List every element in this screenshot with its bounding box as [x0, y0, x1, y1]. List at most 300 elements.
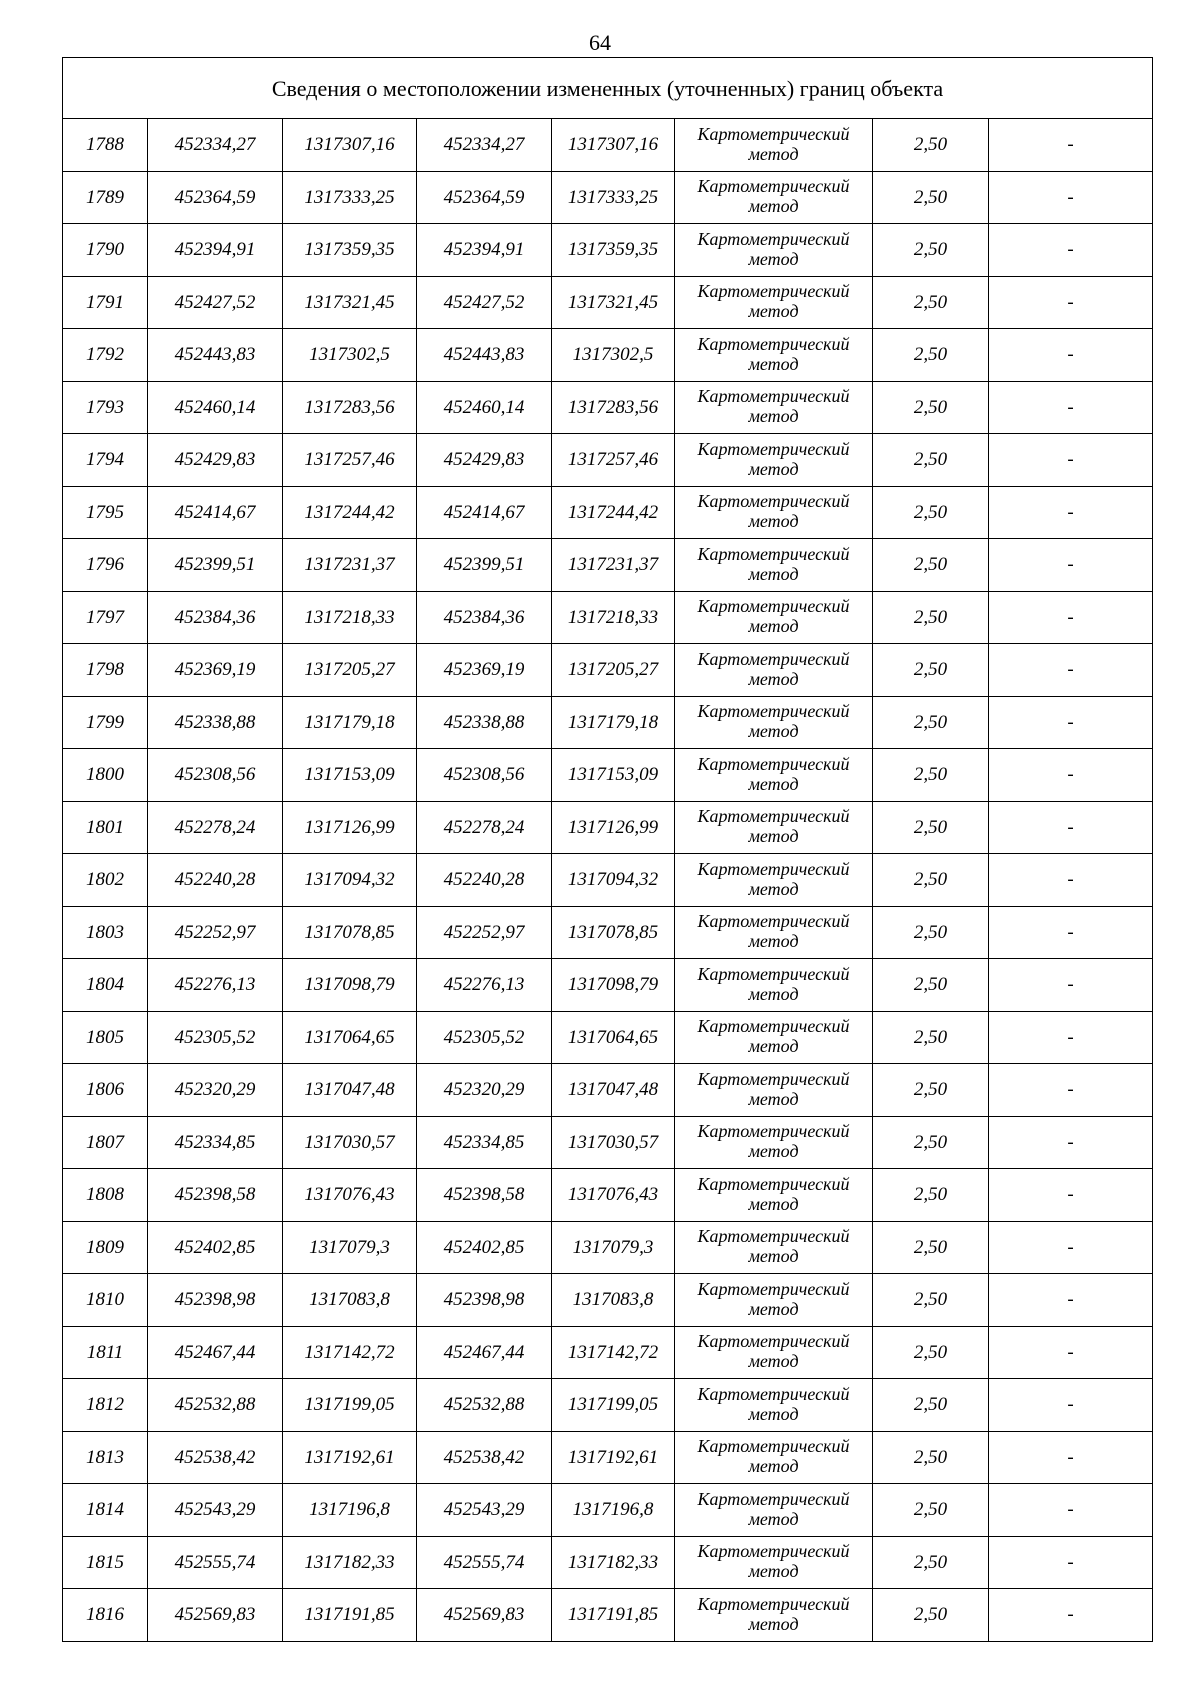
point-number: 1815: [63, 1536, 148, 1589]
accuracy-value: 2,50: [873, 959, 989, 1012]
method-line-2: метод: [748, 1561, 799, 1582]
table-row: [63, 539, 1153, 592]
table-row: [63, 1379, 1153, 1432]
refined-y-coordinate: 1317199,05: [552, 1379, 675, 1432]
refined-y-coordinate: 1317153,09: [552, 749, 675, 802]
existing-y-coordinate: 1317083,8: [283, 1274, 417, 1327]
description-value: -: [989, 434, 1153, 487]
existing-x-coordinate: 452338,88: [148, 696, 283, 749]
existing-x-coordinate: 452532,88: [148, 1379, 283, 1432]
method-line-1: Картометрический: [697, 438, 850, 459]
accuracy-value: 2,50: [873, 329, 989, 382]
refined-y-coordinate: 1317244,42: [552, 486, 675, 539]
method-line-2: метод: [748, 1036, 799, 1057]
table-row: [63, 801, 1153, 854]
determination-method: [675, 171, 873, 224]
existing-x-coordinate: 452399,51: [148, 539, 283, 592]
existing-x-coordinate: 452276,13: [148, 959, 283, 1012]
point-number: 1813: [63, 1431, 148, 1484]
existing-x-coordinate: 452555,74: [148, 1536, 283, 1589]
point-number: 1808: [63, 1169, 148, 1222]
method-line-1: Картометрический: [697, 1278, 850, 1299]
point-number: 1800: [63, 749, 148, 802]
existing-x-coordinate: 452334,27: [148, 119, 283, 172]
refined-x-coordinate: 452398,98: [417, 1274, 552, 1327]
existing-y-coordinate: 1317179,18: [283, 696, 417, 749]
determination-method: [675, 854, 873, 907]
refined-y-coordinate: 1317182,33: [552, 1536, 675, 1589]
accuracy-value: 2,50: [873, 486, 989, 539]
refined-y-coordinate: 1317302,5: [552, 329, 675, 382]
existing-y-coordinate: 1317094,32: [283, 854, 417, 907]
refined-y-coordinate: 1317192,61: [552, 1431, 675, 1484]
method-line-1: Картометрический: [697, 648, 850, 669]
determination-method: [675, 696, 873, 749]
description-value: -: [989, 381, 1153, 434]
existing-x-coordinate: 452543,29: [148, 1484, 283, 1537]
point-number: 1801: [63, 801, 148, 854]
existing-x-coordinate: 452569,83: [148, 1589, 283, 1642]
refined-y-coordinate: 1317094,32: [552, 854, 675, 907]
existing-y-coordinate: 1317192,61: [283, 1431, 417, 1484]
accuracy-value: 2,50: [873, 1379, 989, 1432]
point-number: 1816: [63, 1589, 148, 1642]
existing-x-coordinate: 452305,52: [148, 1011, 283, 1064]
refined-x-coordinate: 452443,83: [417, 329, 552, 382]
point-number: 1794: [63, 434, 148, 487]
table-row: [63, 1326, 1153, 1379]
description-value: -: [989, 276, 1153, 329]
refined-y-coordinate: 1317218,33: [552, 591, 675, 644]
description-value: -: [989, 1484, 1153, 1537]
refined-y-coordinate: 1317179,18: [552, 696, 675, 749]
point-number: 1798: [63, 644, 148, 697]
refined-x-coordinate: 452334,27: [417, 119, 552, 172]
description-value: -: [989, 1536, 1153, 1589]
accuracy-value: 2,50: [873, 1589, 989, 1642]
method-line-1: Картометрический: [697, 1226, 850, 1247]
description-value: -: [989, 749, 1153, 802]
accuracy-value: 2,50: [873, 1431, 989, 1484]
determination-method: [675, 434, 873, 487]
method-line-2: метод: [748, 143, 799, 164]
refined-x-coordinate: 452276,13: [417, 959, 552, 1012]
point-number: 1796: [63, 539, 148, 592]
refined-x-coordinate: 452394,91: [417, 224, 552, 277]
refined-x-coordinate: 452398,58: [417, 1169, 552, 1222]
table-row: [63, 1274, 1153, 1327]
determination-method: [675, 1379, 873, 1432]
method-line-1: Картометрический: [697, 963, 850, 984]
method-line-1: Картометрический: [697, 1541, 850, 1562]
method-line-2: метод: [748, 1403, 799, 1424]
method-line-2: метод: [748, 773, 799, 794]
accuracy-value: 2,50: [873, 644, 989, 697]
existing-y-coordinate: 1317321,45: [283, 276, 417, 329]
description-value: -: [989, 644, 1153, 697]
table-row: [63, 906, 1153, 959]
existing-x-coordinate: 452240,28: [148, 854, 283, 907]
point-number: 1788: [63, 119, 148, 172]
description-value: -: [989, 801, 1153, 854]
method-line-2: метод: [748, 1193, 799, 1214]
existing-x-coordinate: 452394,91: [148, 224, 283, 277]
method-line-1: Картометрический: [697, 1436, 850, 1457]
table-row: [63, 959, 1153, 1012]
accuracy-value: 2,50: [873, 1326, 989, 1379]
table-row: [63, 119, 1153, 172]
accuracy-value: 2,50: [873, 171, 989, 224]
existing-y-coordinate: 1317142,72: [283, 1326, 417, 1379]
refined-y-coordinate: 1317307,16: [552, 119, 675, 172]
refined-x-coordinate: 452308,56: [417, 749, 552, 802]
existing-y-coordinate: 1317218,33: [283, 591, 417, 644]
refined-x-coordinate: 452252,97: [417, 906, 552, 959]
refined-y-coordinate: 1317283,56: [552, 381, 675, 434]
accuracy-value: 2,50: [873, 1169, 989, 1222]
table-row: [63, 1169, 1153, 1222]
description-value: -: [989, 1221, 1153, 1274]
determination-method: [675, 486, 873, 539]
determination-method: [675, 224, 873, 277]
table-row: [63, 749, 1153, 802]
determination-method: [675, 1169, 873, 1222]
refined-x-coordinate: 452427,52: [417, 276, 552, 329]
page-number: 64: [589, 30, 611, 55]
method-line-2: метод: [748, 1351, 799, 1372]
determination-method: [675, 1536, 873, 1589]
table-row: [63, 171, 1153, 224]
point-number: 1799: [63, 696, 148, 749]
method-line-1: Картометрический: [697, 1068, 850, 1089]
accuracy-value: 2,50: [873, 276, 989, 329]
refined-x-coordinate: 452338,88: [417, 696, 552, 749]
refined-y-coordinate: 1317257,46: [552, 434, 675, 487]
determination-method: [675, 1589, 873, 1642]
description-value: -: [989, 906, 1153, 959]
accuracy-value: 2,50: [873, 696, 989, 749]
accuracy-value: 2,50: [873, 906, 989, 959]
refined-x-coordinate: 452399,51: [417, 539, 552, 592]
refined-x-coordinate: 452320,29: [417, 1064, 552, 1117]
determination-method: [675, 1011, 873, 1064]
point-number: 1814: [63, 1484, 148, 1537]
description-value: -: [989, 1011, 1153, 1064]
description-value: -: [989, 1326, 1153, 1379]
table-row: [63, 224, 1153, 277]
method-line-2: метод: [748, 1456, 799, 1477]
point-number: 1795: [63, 486, 148, 539]
existing-x-coordinate: 452398,58: [148, 1169, 283, 1222]
method-line-1: Картометрический: [697, 1383, 850, 1404]
method-line-1: Картометрический: [697, 1016, 850, 1037]
refined-y-coordinate: 1317196,8: [552, 1484, 675, 1537]
refined-y-coordinate: 1317064,65: [552, 1011, 675, 1064]
existing-y-coordinate: 1317307,16: [283, 119, 417, 172]
existing-x-coordinate: 452278,24: [148, 801, 283, 854]
description-value: -: [989, 171, 1153, 224]
point-number: 1812: [63, 1379, 148, 1432]
accuracy-value: 2,50: [873, 801, 989, 854]
refined-x-coordinate: 452460,14: [417, 381, 552, 434]
method-line-2: метод: [748, 616, 799, 637]
description-value: -: [989, 1379, 1153, 1432]
point-number: 1805: [63, 1011, 148, 1064]
method-line-2: метод: [748, 301, 799, 322]
point-number: 1809: [63, 1221, 148, 1274]
table-title-row: [63, 58, 1153, 119]
table-row: [63, 696, 1153, 749]
refined-x-coordinate: 452384,36: [417, 591, 552, 644]
existing-y-coordinate: 1317126,99: [283, 801, 417, 854]
point-number: 1793: [63, 381, 148, 434]
point-number: 1806: [63, 1064, 148, 1117]
point-number: 1791: [63, 276, 148, 329]
refined-x-coordinate: 452305,52: [417, 1011, 552, 1064]
refined-y-coordinate: 1317030,57: [552, 1116, 675, 1169]
point-number: 1810: [63, 1274, 148, 1327]
point-number: 1789: [63, 171, 148, 224]
refined-y-coordinate: 1317083,8: [552, 1274, 675, 1327]
determination-method: [675, 1326, 873, 1379]
method-line-2: метод: [748, 668, 799, 689]
point-number: 1802: [63, 854, 148, 907]
existing-x-coordinate: 452398,98: [148, 1274, 283, 1327]
method-line-2: метод: [748, 983, 799, 1004]
refined-x-coordinate: 452543,29: [417, 1484, 552, 1537]
accuracy-value: 2,50: [873, 591, 989, 644]
method-line-1: Картометрический: [697, 123, 850, 144]
method-line-2: метод: [748, 1246, 799, 1267]
determination-method: [675, 119, 873, 172]
refined-y-coordinate: 1317333,25: [552, 171, 675, 224]
boundary-coordinates-table: [62, 57, 1153, 1642]
existing-y-coordinate: 1317333,25: [283, 171, 417, 224]
refined-x-coordinate: 452414,67: [417, 486, 552, 539]
method-line-2: метод: [748, 721, 799, 742]
existing-y-coordinate: 1317191,85: [283, 1589, 417, 1642]
method-line-1: Картометрический: [697, 858, 850, 879]
refined-x-coordinate: 452467,44: [417, 1326, 552, 1379]
refined-x-coordinate: 452532,88: [417, 1379, 552, 1432]
method-line-2: метод: [748, 826, 799, 847]
existing-x-coordinate: 452334,85: [148, 1116, 283, 1169]
existing-x-coordinate: 452443,83: [148, 329, 283, 382]
table-row: [63, 1011, 1153, 1064]
determination-method: [675, 801, 873, 854]
method-line-1: Картометрический: [697, 491, 850, 512]
refined-x-coordinate: 452538,42: [417, 1431, 552, 1484]
description-value: -: [989, 224, 1153, 277]
existing-y-coordinate: 1317244,42: [283, 486, 417, 539]
determination-method: [675, 1274, 873, 1327]
determination-method: [675, 1484, 873, 1537]
existing-x-coordinate: 452538,42: [148, 1431, 283, 1484]
method-line-2: метод: [748, 1141, 799, 1162]
accuracy-value: 2,50: [873, 1011, 989, 1064]
description-value: -: [989, 119, 1153, 172]
existing-x-coordinate: 452369,19: [148, 644, 283, 697]
accuracy-value: 2,50: [873, 1484, 989, 1537]
accuracy-value: 2,50: [873, 381, 989, 434]
refined-y-coordinate: 1317076,43: [552, 1169, 675, 1222]
determination-method: [675, 959, 873, 1012]
table-row: [63, 1484, 1153, 1537]
existing-x-coordinate: 452402,85: [148, 1221, 283, 1274]
method-line-2: метод: [748, 563, 799, 584]
method-line-1: Картометрический: [697, 1331, 850, 1352]
determination-method: [675, 381, 873, 434]
existing-x-coordinate: 452320,29: [148, 1064, 283, 1117]
existing-x-coordinate: 452429,83: [148, 434, 283, 487]
accuracy-value: 2,50: [873, 1064, 989, 1117]
point-number: 1792: [63, 329, 148, 382]
determination-method: [675, 644, 873, 697]
determination-method: [675, 1116, 873, 1169]
method-line-2: метод: [748, 1613, 799, 1634]
existing-y-coordinate: 1317199,05: [283, 1379, 417, 1432]
existing-y-coordinate: 1317030,57: [283, 1116, 417, 1169]
existing-y-coordinate: 1317205,27: [283, 644, 417, 697]
description-value: -: [989, 1274, 1153, 1327]
existing-x-coordinate: 452467,44: [148, 1326, 283, 1379]
method-line-2: метод: [748, 1508, 799, 1529]
existing-x-coordinate: 452414,67: [148, 486, 283, 539]
description-value: -: [989, 696, 1153, 749]
point-number: 1803: [63, 906, 148, 959]
existing-y-coordinate: 1317064,65: [283, 1011, 417, 1064]
method-line-1: Картометрический: [697, 1488, 850, 1509]
method-line-1: Картометрический: [697, 911, 850, 932]
accuracy-value: 2,50: [873, 539, 989, 592]
method-line-1: Картометрический: [697, 596, 850, 617]
determination-method: [675, 276, 873, 329]
method-line-1: Картометрический: [697, 1593, 850, 1614]
point-number: 1790: [63, 224, 148, 277]
refined-x-coordinate: 452555,74: [417, 1536, 552, 1589]
table-row: [63, 1221, 1153, 1274]
method-line-1: Картометрический: [697, 806, 850, 827]
existing-x-coordinate: 452364,59: [148, 171, 283, 224]
determination-method: [675, 1431, 873, 1484]
description-value: -: [989, 329, 1153, 382]
existing-y-coordinate: 1317076,43: [283, 1169, 417, 1222]
table-row: [63, 434, 1153, 487]
method-line-1: Картометрический: [697, 228, 850, 249]
description-value: -: [989, 486, 1153, 539]
accuracy-value: 2,50: [873, 1221, 989, 1274]
existing-x-coordinate: 452427,52: [148, 276, 283, 329]
method-line-2: метод: [748, 878, 799, 899]
refined-x-coordinate: 452369,19: [417, 644, 552, 697]
accuracy-value: 2,50: [873, 1536, 989, 1589]
table-row: [63, 644, 1153, 697]
method-line-2: метод: [748, 511, 799, 532]
description-value: -: [989, 539, 1153, 592]
refined-y-coordinate: 1317205,27: [552, 644, 675, 697]
accuracy-value: 2,50: [873, 1116, 989, 1169]
accuracy-value: 2,50: [873, 119, 989, 172]
determination-method: [675, 906, 873, 959]
method-line-1: Картометрический: [697, 701, 850, 722]
table-row: [63, 381, 1153, 434]
description-value: -: [989, 1064, 1153, 1117]
method-line-1: Картометрический: [697, 543, 850, 564]
point-number: 1807: [63, 1116, 148, 1169]
method-line-2: метод: [748, 458, 799, 479]
method-line-2: метод: [748, 353, 799, 374]
existing-y-coordinate: 1317078,85: [283, 906, 417, 959]
table-row: [63, 1536, 1153, 1589]
table-row: [63, 276, 1153, 329]
accuracy-value: 2,50: [873, 224, 989, 277]
description-value: -: [989, 959, 1153, 1012]
existing-x-coordinate: 452460,14: [148, 381, 283, 434]
refined-y-coordinate: 1317079,3: [552, 1221, 675, 1274]
accuracy-value: 2,50: [873, 854, 989, 907]
determination-method: [675, 329, 873, 382]
table-row: [63, 854, 1153, 907]
description-value: -: [989, 1169, 1153, 1222]
accuracy-value: 2,50: [873, 1274, 989, 1327]
refined-y-coordinate: 1317078,85: [552, 906, 675, 959]
existing-y-coordinate: 1317302,5: [283, 329, 417, 382]
refined-y-coordinate: 1317359,35: [552, 224, 675, 277]
point-number: 1804: [63, 959, 148, 1012]
existing-y-coordinate: 1317359,35: [283, 224, 417, 277]
description-value: -: [989, 591, 1153, 644]
method-line-1: Картометрический: [697, 1121, 850, 1142]
method-line-1: Картометрический: [697, 386, 850, 407]
existing-y-coordinate: 1317257,46: [283, 434, 417, 487]
existing-x-coordinate: 452308,56: [148, 749, 283, 802]
refined-x-coordinate: 452429,83: [417, 434, 552, 487]
method-line-1: Картометрический: [697, 176, 850, 197]
existing-y-coordinate: 1317079,3: [283, 1221, 417, 1274]
method-line-2: метод: [748, 196, 799, 217]
table-row: [63, 1064, 1153, 1117]
method-line-2: метод: [748, 406, 799, 427]
determination-method: [675, 749, 873, 802]
table-title: Сведения о местоположении измененных (уточненных) границ объекта: [63, 58, 1153, 119]
method-line-2: метод: [748, 931, 799, 952]
point-number: 1797: [63, 591, 148, 644]
determination-method: [675, 1221, 873, 1274]
refined-y-coordinate: 1317047,48: [552, 1064, 675, 1117]
description-value: -: [989, 854, 1153, 907]
method-line-1: Картометрический: [697, 333, 850, 354]
refined-y-coordinate: 1317126,99: [552, 801, 675, 854]
table-row: [63, 1589, 1153, 1642]
refined-y-coordinate: 1317098,79: [552, 959, 675, 1012]
existing-x-coordinate: 452384,36: [148, 591, 283, 644]
method-line-1: Картометрический: [697, 753, 850, 774]
refined-x-coordinate: 452569,83: [417, 1589, 552, 1642]
table-row: [63, 486, 1153, 539]
existing-x-coordinate: 452252,97: [148, 906, 283, 959]
refined-y-coordinate: 1317321,45: [552, 276, 675, 329]
refined-x-coordinate: 452402,85: [417, 1221, 552, 1274]
existing-y-coordinate: 1317231,37: [283, 539, 417, 592]
determination-method: [675, 591, 873, 644]
description-value: -: [989, 1589, 1153, 1642]
refined-x-coordinate: 452334,85: [417, 1116, 552, 1169]
method-line-1: Картометрический: [697, 281, 850, 302]
description-value: -: [989, 1431, 1153, 1484]
method-line-2: метод: [748, 1298, 799, 1319]
table-row: [63, 1431, 1153, 1484]
existing-y-coordinate: 1317283,56: [283, 381, 417, 434]
